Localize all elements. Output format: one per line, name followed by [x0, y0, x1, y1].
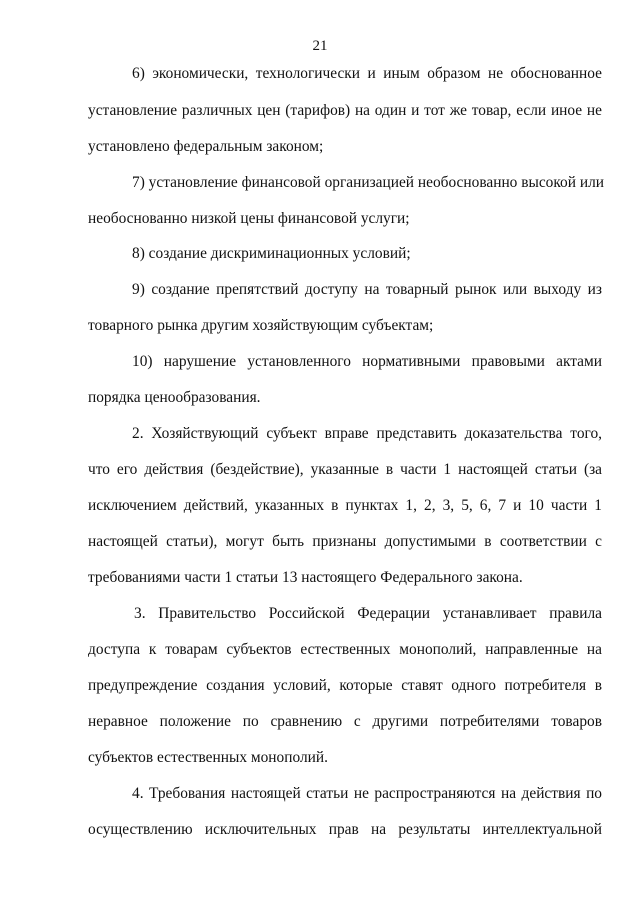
- text-line: что его действия (бездействие), указанные в части 1 настоящей статьи (за: [88, 461, 602, 478]
- text-line: установление различных цен (тарифов) на один и тот же товар, если иное не: [88, 102, 602, 119]
- text-line: 4. Требования настоящей статьи не распространяются на действия по: [132, 785, 602, 802]
- text-line: 7) установление финансовой организацией необоснованно высокой или: [132, 174, 604, 191]
- text-line: 8) создание дискриминационных условий;: [132, 245, 411, 262]
- page-number: 21: [312, 38, 328, 54]
- text-line: 6) экономически, технологически и иным образом не обоснованное: [132, 65, 602, 82]
- text-line: 3. Правительство Российской Федерации устанавливает правила: [134, 605, 602, 622]
- text-line: порядка ценообразования.: [88, 389, 261, 406]
- text-line: исключением действий, указанных в пунктах 1, 2, 3, 5, 6, 7 и 10 части 1: [88, 497, 602, 514]
- text-line: доступа к товарам субъектов естественных монополий, направленные на: [88, 641, 602, 658]
- text-line: субъектов естественных монополий.: [88, 749, 328, 766]
- text-line: 2. Хозяйствующий субъект вправе представить доказательства того,: [132, 425, 602, 442]
- text-line: необоснованно низкой цены финансовой услуги;: [88, 210, 410, 227]
- text-line: установлено федеральным законом;: [88, 138, 324, 155]
- text-line: осуществлению исключительных прав на результаты интеллектуальной: [88, 821, 602, 838]
- text-line: предупреждение создания условий, которые ставят одного потребителя в: [88, 677, 602, 694]
- text-line: настоящей статьи), могут быть признаны допустимыми в соответствии с: [88, 533, 602, 550]
- text-line: неравное положение по сравнению с другими потребителями товаров: [88, 713, 602, 730]
- text-line: 9) создание препятствий доступу на товарный рынок или выходу из: [132, 281, 602, 298]
- text-line: 10) нарушение установленного нормативными правовыми актами: [132, 353, 602, 370]
- text-line: требованиями части 1 статьи 13 настоящего Федерального закона.: [88, 569, 523, 586]
- text-line: товарного рынка другим хозяйствующим субъектам;: [88, 317, 434, 334]
